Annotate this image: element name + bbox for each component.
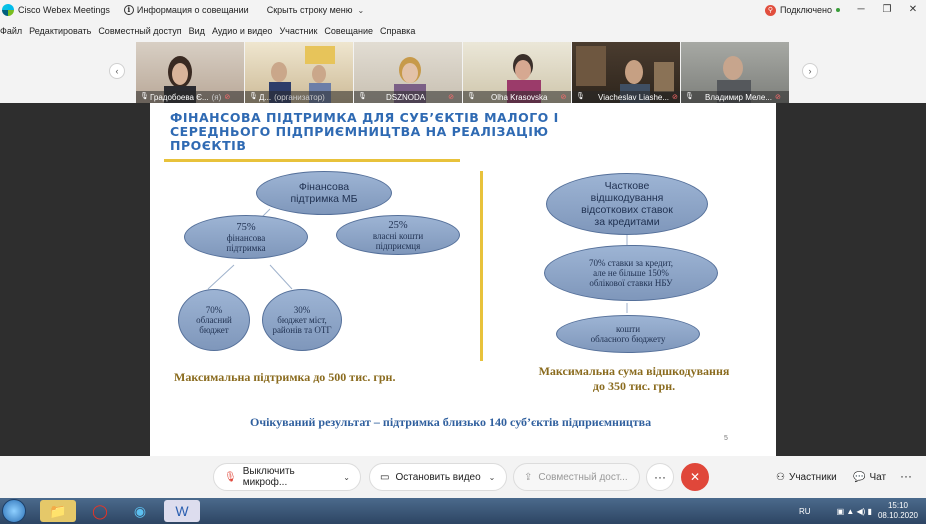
participant-video[interactable] xyxy=(681,42,789,103)
tray-icons[interactable]: ▣ ▲ ◀) ▮ xyxy=(836,506,872,516)
node-text: обласний xyxy=(196,315,232,325)
share-button[interactable] xyxy=(513,463,640,491)
node-text: облікової ставки НБУ xyxy=(589,278,673,288)
menu-audio-video[interactable]: Аудио и видео xyxy=(211,26,273,36)
node-regional-funds xyxy=(556,315,700,353)
node-percent: 30% xyxy=(293,305,311,315)
participant-caption xyxy=(354,91,462,103)
node-text: підтримка МБ xyxy=(290,193,358,205)
mic-icon: 🎙 xyxy=(467,93,476,100)
participant-caption xyxy=(136,91,244,103)
node-text: Фінансова xyxy=(298,181,350,193)
slide-page-number: 5 xyxy=(724,435,728,442)
hide-menu-button[interactable] xyxy=(267,5,365,15)
menu-view[interactable]: Вид xyxy=(188,26,205,36)
participant-name: Д... xyxy=(259,92,272,102)
node-mb-support xyxy=(256,171,392,215)
column-divider xyxy=(480,171,483,361)
participant-name: Градобоева Є... xyxy=(150,92,209,102)
menu-bar xyxy=(0,20,926,42)
mic-icon: 🎙 xyxy=(685,93,694,100)
mic-icon: 🎙 xyxy=(358,93,367,100)
participant-role: (организатор) xyxy=(274,92,325,102)
mic-icon: 🎙 xyxy=(249,93,258,100)
muted-icon: ⊘ xyxy=(672,94,678,101)
explorer-icon[interactable]: 📁 xyxy=(40,500,76,522)
participant-caption xyxy=(245,91,353,103)
strip-prev-button[interactable]: ‹ xyxy=(109,63,125,79)
clock[interactable] xyxy=(878,501,918,521)
node-text: за кредитами xyxy=(594,216,660,228)
muted-icon: ⊘ xyxy=(224,94,231,101)
participant-caption xyxy=(572,91,680,103)
webex-taskbar-icon[interactable]: ◉ xyxy=(133,502,147,519)
node-text: підтримка xyxy=(226,242,266,253)
participant-name: Viacheslav Liashe... xyxy=(598,92,670,102)
node-text: відшкодування xyxy=(590,192,664,204)
title-divider xyxy=(164,159,460,162)
app-title-text: Cisco Webex Meetings xyxy=(18,5,110,15)
minimize-button[interactable]: ─ xyxy=(857,4,865,15)
participant-role: (я) xyxy=(211,92,222,102)
node-financial-support xyxy=(184,215,308,259)
title-bar xyxy=(0,0,926,20)
clock-date: 08.10.2020 xyxy=(877,511,918,520)
share-label: Совместный дост... xyxy=(538,471,628,483)
muted-icon: ⊘ xyxy=(560,94,567,101)
connection-status: Подключено xyxy=(779,5,832,15)
max-compensation-line: Максимальна сума відшкодування xyxy=(538,364,730,378)
meeting-info-button[interactable] xyxy=(124,5,249,15)
node-text: власні кошти xyxy=(372,230,424,241)
more-right-button[interactable]: ··· xyxy=(900,469,912,483)
participant-name: Владимир Меле... xyxy=(705,92,772,102)
node-partial-compensation xyxy=(546,173,708,235)
participant-video[interactable] xyxy=(245,42,353,103)
shared-slide xyxy=(150,103,776,456)
participants-label: Участники xyxy=(788,471,837,483)
menu-meeting[interactable]: Совещание xyxy=(324,26,374,36)
menu-edit[interactable]: Редактировать xyxy=(29,26,92,36)
node-text: підприємця xyxy=(375,240,421,251)
maximize-button[interactable]: ❐ xyxy=(882,4,892,15)
info-icon: i xyxy=(124,5,134,15)
chevron-down-icon: ⌄ xyxy=(343,472,350,482)
start-button[interactable] xyxy=(2,499,26,523)
meeting-controls xyxy=(0,456,926,498)
language-indicator[interactable]: RU xyxy=(799,506,811,516)
taskbar xyxy=(0,498,926,524)
clock-time: 15:10 xyxy=(887,501,908,510)
node-text: 70% ставки за кредит, xyxy=(589,258,673,268)
person-icon: ⚇ xyxy=(776,471,785,483)
mute-button[interactable] xyxy=(213,463,361,491)
node-city-budget xyxy=(262,289,342,351)
chat-label: Чат xyxy=(869,471,887,483)
slide-title: ФІНАНСОВА ПІДТРИМКА ДЛЯ СУБ’ЄКТІВ МАЛОГО І СЕРЕДНЬОГО ПІДПРИЄМНИЦТВА НА РЕАЛІЗАЦІЮ ПРОЄКТІВ xyxy=(170,110,559,153)
participant-caption xyxy=(463,91,571,103)
muted-icon: ⊘ xyxy=(774,94,781,101)
chevron-down-icon: ⌄ xyxy=(488,472,496,482)
node-percent: 75% xyxy=(236,221,256,233)
status-dot xyxy=(836,8,840,12)
node-text: Часткове xyxy=(604,180,650,192)
mic-icon: 🎙 xyxy=(576,93,585,100)
participant-video[interactable] xyxy=(354,42,462,103)
camera-icon: ▭ xyxy=(380,471,390,483)
participant-name: Olha Krasovska xyxy=(491,92,548,102)
participant-video[interactable] xyxy=(572,42,680,103)
max-compensation-text xyxy=(528,364,740,394)
participant-caption xyxy=(681,91,789,103)
node-text: районів та ОТГ xyxy=(272,325,332,335)
menu-participant[interactable]: Участник xyxy=(279,26,318,36)
node-text: бюджет міст, xyxy=(277,315,327,325)
node-regional-budget xyxy=(178,289,250,351)
menu-help[interactable]: Справка xyxy=(380,26,416,36)
muted-icon: ⊘ xyxy=(448,94,454,101)
node-percent: 70% xyxy=(205,305,223,315)
node-rate-limit xyxy=(544,245,718,301)
strip-next-button[interactable]: › xyxy=(802,63,818,79)
node-text: відсоткових ставок xyxy=(581,204,673,216)
stop-video-label: Остановить видео xyxy=(395,471,481,483)
webex-logo-icon xyxy=(2,4,14,16)
node-text: але не більше 150% xyxy=(593,268,669,278)
participant-video[interactable] xyxy=(463,42,571,103)
node-percent: 25% xyxy=(388,219,408,231)
share-icon: ⇪ xyxy=(524,471,533,483)
chat-icon: 💬 xyxy=(853,471,866,483)
mute-label: Выключить микроф... xyxy=(242,466,295,488)
max-compensation-line: до 350 тис. грн. xyxy=(592,379,676,393)
node-text: кошти xyxy=(615,324,641,334)
participant-name: DSZNODA xyxy=(386,92,426,102)
expected-result-text: Очікуваний результат – підтримка близько 140 суб’єктів підприємництва xyxy=(250,415,652,429)
meeting-info-label: Информация о совещании xyxy=(136,5,249,15)
mic-icon: 🎙 xyxy=(140,93,149,100)
participants-button[interactable] xyxy=(776,463,837,491)
participant-video[interactable] xyxy=(136,42,244,103)
close-button[interactable]: ✕ xyxy=(908,4,918,15)
connection-icon: ⚲ xyxy=(765,5,776,16)
node-own-funds xyxy=(336,215,460,255)
node-text: фінансова xyxy=(226,232,266,243)
video-strip xyxy=(0,42,926,103)
chevron-down-icon: ⌄ xyxy=(357,5,365,15)
end-meeting-button[interactable]: ✕ xyxy=(681,463,709,491)
node-text: бюджет xyxy=(199,325,229,335)
stop-video-button[interactable] xyxy=(369,463,507,491)
max-support-text: Максимальна підтримка до 500 тис. грн. xyxy=(174,370,396,384)
system-tray xyxy=(799,498,926,524)
menu-file[interactable]: Файл xyxy=(0,26,23,36)
chat-button[interactable] xyxy=(853,463,886,491)
word-icon[interactable]: W xyxy=(164,500,200,522)
opera-icon[interactable]: ◯ xyxy=(92,502,108,519)
app-title xyxy=(0,4,110,16)
node-text: обласного бюджету xyxy=(590,334,666,344)
hide-menu-label: Скрыть строку меню xyxy=(266,5,353,15)
menu-share[interactable]: Совместный доступ xyxy=(98,26,182,36)
mic-muted-icon: 🎙 xyxy=(224,471,237,483)
more-options-button[interactable]: ··· xyxy=(646,463,674,491)
